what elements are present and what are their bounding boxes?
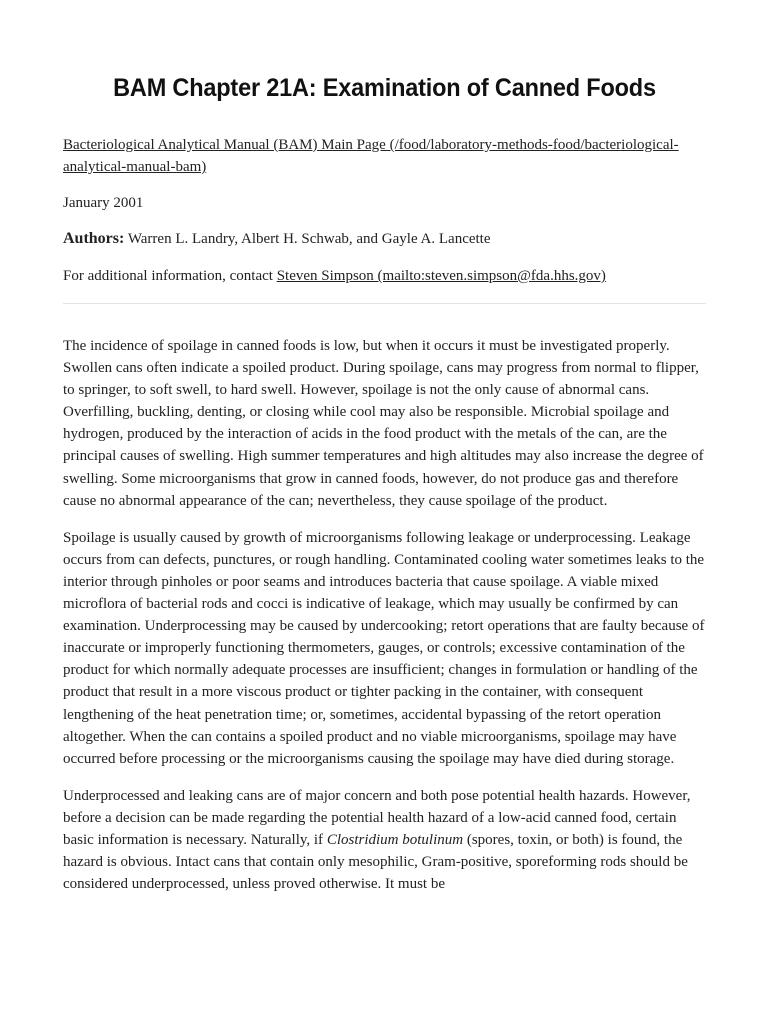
authors-names: Warren L. Landry, Albert H. Schwab, and Gayle A. Lancette — [124, 231, 491, 247]
paragraph-health-hazards — [63, 785, 706, 895]
section-divider — [63, 303, 706, 304]
paragraph-health-hazards-part-1: Underprocessed and leaking cans are of major concern and both pose potential health hazards. However, before a decision can be made regarding the potential health hazard of a low-acid canned food, certain basic information is necessary. Naturally, if — [63, 787, 691, 848]
contact-email-link[interactable]: Steven Simpson (mailto:steven.simpson@fda.hhs.gov) — [276, 268, 606, 284]
organism-name: Clostridium botulinum — [326, 831, 464, 848]
article-body — [63, 335, 706, 910]
contact-line — [63, 265, 706, 287]
paragraph-health-hazards-part-2: (spores, toxin, or both) is found, the hazard is obvious. Intact cans that contain only mesophilic, Gram-positive, sporeforming rods should be considered underprocessed, unless proved otherwise. It must be — [63, 831, 688, 893]
authors-line — [63, 228, 706, 250]
contact-prefix: For additional information, contact — [63, 268, 277, 284]
publication-date: January 2001 — [63, 195, 144, 211]
bam-main-page-link[interactable]: Bacteriological Analytical Manual (BAM) Main Page (/food/laboratory-methods-food/bacteriological-analytical-manual-bam) — [63, 137, 679, 175]
page-title: BAM Chapter 21A: Examination of Canned Foods — [113, 74, 656, 102]
bam-main-page-line — [63, 134, 706, 178]
paragraph-spoilage-incidence: The incidence of spoilage in canned foods is low, but when it occurs it must be investigated properly. Swollen cans often indicate a spoiled product. During spoilage, cans may progress from normal to flipper, to springer, to soft swell, to hard swell. However, spoilage is not the only cause of abnormal cans. Overfilling, buckling, denting, or closing while cool may also be responsible. Microbial spoilage and hydrogen, produced by the interaction of acids in the food product with the metals of the can, are the principal causes of swelling. High summer temperatures and high altitudes may also increase the degree of swelling. Some microorganisms that grow in canned foods, however, do not produce gas and therefore cause no abnormal appearance of the can; nevertheless, they cause spoilage of the product. — [63, 338, 704, 509]
paragraph-spoilage-causes: Spoilage is usually caused by growth of microorganisms following leakage or underprocessing. Leakage occurs from can defects, punctures, or rough handling. Contaminated cooling water sometimes leaks to the interior through pinholes or poor seams and introduces bacteria that cause spoilage. A viable mixed microflora of bacterial rods and cocci is indicative of leakage, which may usually be confirmed by can examination. Underprocessing may be caused by undercooking; retort operations that are faulty because of inaccurate or improperly functioning thermometers, gauges, or controls; excessive contamination of the product for which normally adequate processes are insufficient; changes in formulation or handling of the product that result in a more viscous product or tighter packing in the container, with consequent lengthening of the heat penetration time; or, sometimes, accidental bypassing of the retort operation altogether. When the can contains a spoiled product and no viable microorganisms, spoilage may have occurred before processing or the microorganisms causing the spoilage may have died during storage. — [63, 529, 705, 767]
authors-label: Authors: — [63, 230, 125, 247]
